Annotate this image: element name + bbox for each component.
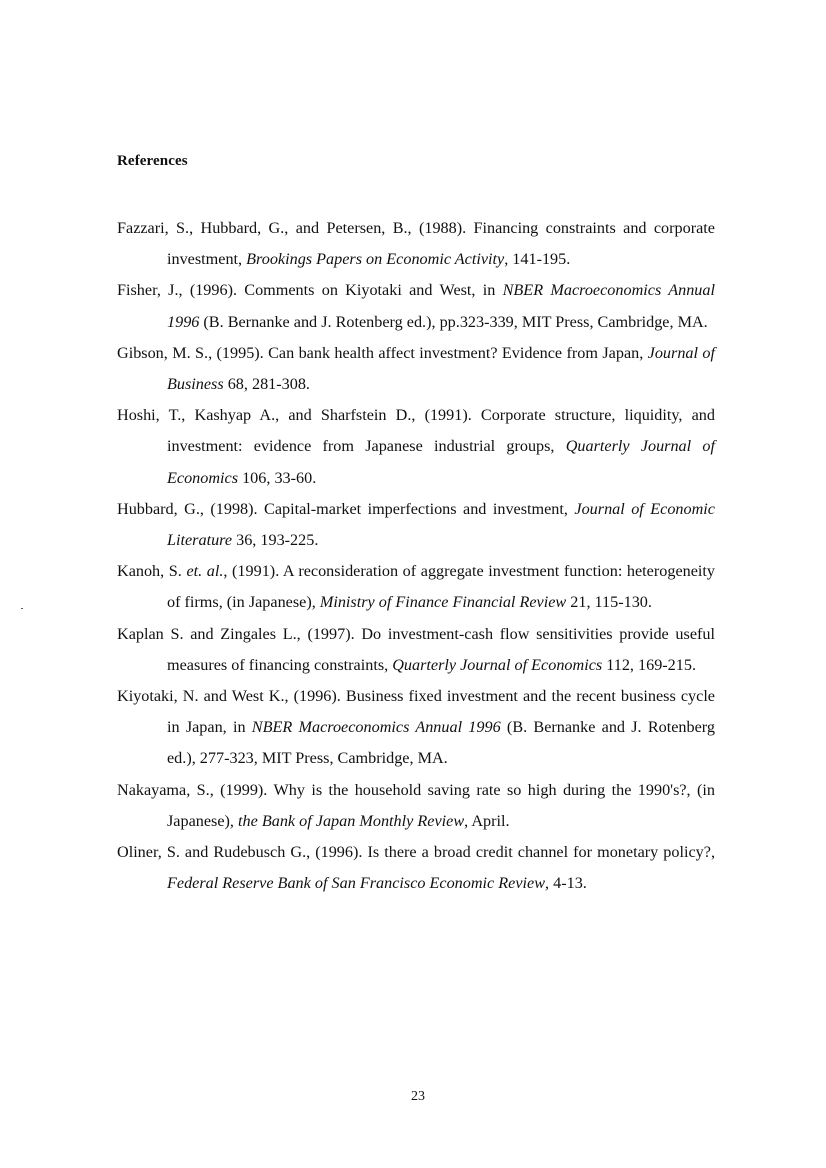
reference-list: [117, 213, 715, 899]
reference-entry: [117, 681, 715, 775]
reference-text: Hoshi, T., Kashyap A., and Sharfstein D., (1991). Corporate structure, liquidity, and investment: evidence from Japanese industrial groups,: [117, 406, 715, 456]
reference-text: Hubbard, G., (1998). Capital-market imperfections and investment,: [117, 499, 575, 518]
reference-title: Ministry of Finance Financial Review: [319, 593, 567, 612]
reference-text: (B. Bernanke and J. Rotenberg ed.), 277-323, MIT Press, Cambridge, MA.: [167, 718, 715, 768]
reference-title: Federal Reserve Bank of San Francisco Economic Review: [167, 874, 546, 893]
reference-entry: [117, 213, 715, 275]
reference-title: NBER Macroeconomics Annual 1996: [251, 718, 501, 737]
reference-entry: [117, 619, 715, 681]
reference-text: 68, 281-308.: [223, 375, 310, 394]
reference-entry: [117, 837, 715, 899]
references-heading: References: [117, 153, 188, 169]
reference-text: 36, 193-225.: [232, 531, 319, 550]
page-number: 23: [411, 1089, 425, 1104]
reference-text: , April.: [464, 811, 510, 830]
reference-text: Nakayama, S., (1999). Why is the household saving rate so high during the 1990's?, (in Japanese),: [117, 780, 715, 830]
reference-title: et. al.: [186, 562, 224, 581]
reference-text: Fisher, J., (1996). Comments on Kiyotaki and West, in: [117, 281, 503, 300]
reference-text: , 141-195.: [504, 250, 571, 269]
reference-text: 21, 115-130.: [566, 593, 652, 612]
reference-text: , 4-13.: [545, 874, 587, 893]
reference-title: Journal of Business: [167, 343, 715, 394]
reference-text: 112, 169-215.: [602, 655, 697, 674]
reference-text: Kanoh, S.: [117, 562, 187, 581]
reference-title: Quarterly Journal of Economics: [392, 655, 603, 674]
reference-text: (B. Bernanke and J. Rotenberg ed.), pp.323-339, MIT Press, Cambridge, MA.: [199, 312, 708, 331]
reference-text: 106, 33-60.: [238, 468, 317, 487]
reference-entry: [117, 338, 715, 400]
reference-title: Brookings Papers on Economic Activity: [246, 250, 505, 269]
reference-text: , (1991). A reconsideration of aggregate investment function: heterogeneity of firms, (in Japanese),: [167, 562, 715, 612]
reference-text: Oliner, S. and Rudebusch G., (1996). Is there a broad credit channel for monetary policy?,: [117, 843, 715, 862]
reference-entry: [117, 556, 715, 618]
reference-entry: [117, 275, 715, 337]
reference-title: Quarterly Journal of Economics: [167, 437, 715, 487]
reference-entry: [117, 775, 715, 837]
reference-text: Kiyotaki, N. and West K., (1996). Business fixed investment and the recent business cycle in Japan, in: [117, 687, 715, 737]
reference-text: Fazzari, S., Hubbard, G., and Petersen, B., (1988). Financing constraints and corporate investment,: [117, 219, 715, 269]
margin-mark: [21, 608, 23, 609]
reference-title: the Bank of Japan Monthly Review: [238, 811, 465, 830]
reference-text: Gibson, M. S., (1995). Can bank health affect investment? Evidence from Japan,: [117, 343, 648, 362]
reference-entry: [117, 400, 715, 494]
reference-title: Journal of Economic Literature: [167, 499, 715, 550]
reference-entry: [117, 494, 715, 556]
reference-title: NBER Macroeconomics Annual 1996: [167, 281, 715, 331]
reference-text: Kaplan S. and Zingales L., (1997). Do investment-cash flow sensitivities provide useful measures of financing constraints,: [117, 624, 715, 674]
